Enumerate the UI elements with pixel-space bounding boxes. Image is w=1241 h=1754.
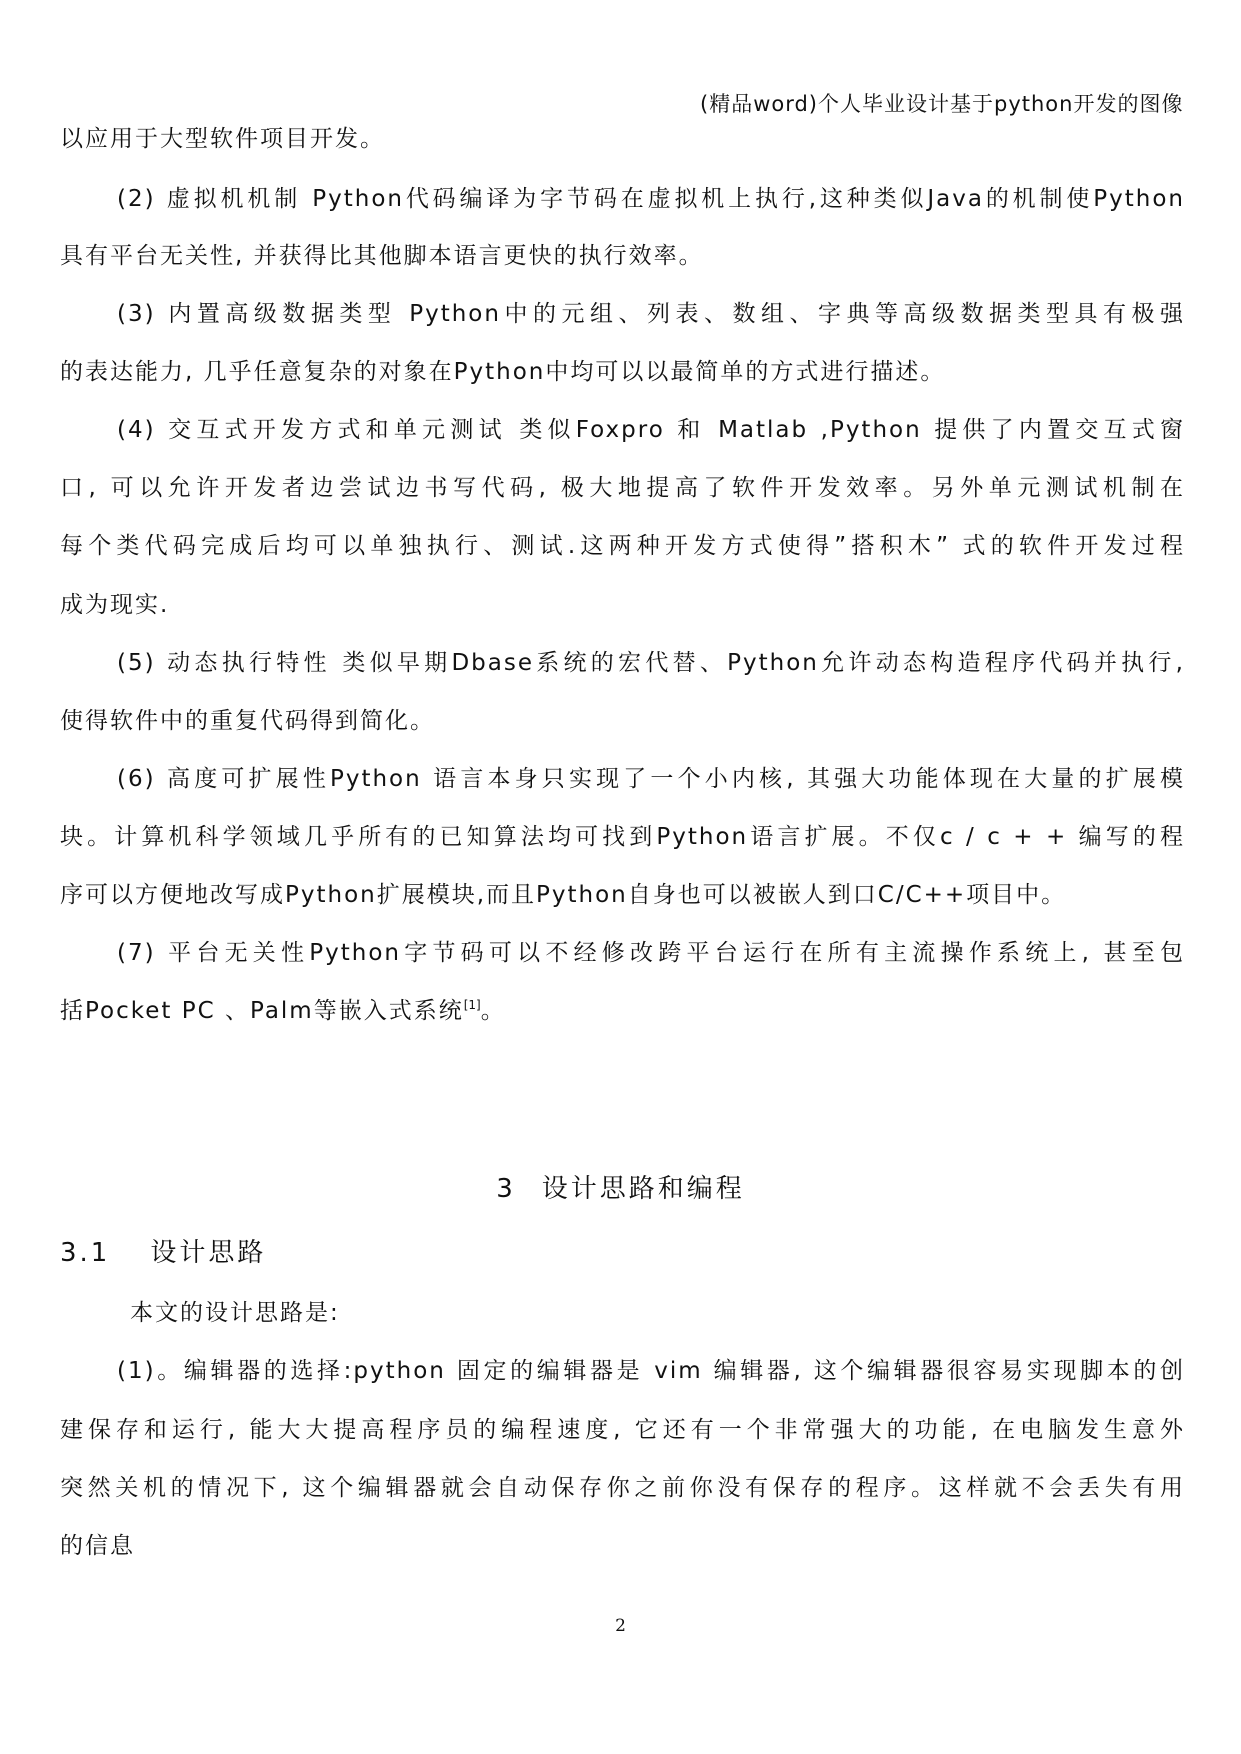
paragraph-line: 块。计算机科学领域几乎所有的已知算法均可找到Python语言扩展。不仅c / c + + 编写的程 [60, 824, 1185, 850]
paragraph-line: 口, 可以允许开发者边尝试边书写代码, 极大地提高了软件开发效率。另外单元测试机制在 [60, 475, 1185, 501]
paragraph-line: 成为现实. [60, 592, 170, 618]
paragraph-line [60, 992, 1185, 1025]
section-heading [60, 1232, 266, 1269]
chapter-number: 3 [496, 1174, 516, 1204]
paragraph-line: 序可以方便地改写成Python扩展模块,而且Python自身也可以被嵌人到口C/C++项目中。 [60, 882, 1067, 908]
paragraph-line: 的表达能力, 几乎任意复杂的对象在Python中均可以以最简单的方式进行描述。 [60, 359, 946, 385]
paragraph-line: 具有平台无关性, 并获得比其他脚本语言更快的执行效率。 [60, 243, 704, 269]
section-number: 3.1 [60, 1238, 111, 1268]
paragraph-line: (4) 交互式开发方式和单元测试 类似Foxpro 和 Matlab ,Python 提供了内置交互式窗 [117, 417, 1185, 443]
paragraph-text: 括Pocket PC 、Palm等嵌入式系统 [60, 998, 464, 1024]
paragraph-line: 建保存和运行, 能大大提高程序员的编程速度, 它还有一个非常强大的功能, 在电脑发生意外 [60, 1417, 1185, 1443]
paragraph-line: (7) 平台无关性Python字节码可以不经修改跨平台运行在所有主流操作系统上, 甚至包 [117, 940, 1185, 966]
section-title: 设计思路 [150, 1238, 267, 1268]
paragraph-line: 每个类代码完成后均可以单独执行、测试.这两种开发方式使得”搭积木” 式的软件开发过程 [60, 533, 1186, 559]
paragraph-line: (2) 虚拟机机制 Python代码编译为字节码在虚拟机上执行,这种类似Java的机制使Python [117, 186, 1185, 212]
paragraph-line: (6) 高度可扩展性Python 语言本身只实现了一个小内核, 其强大功能体现在大量的扩展模 [117, 766, 1185, 792]
paragraph-line: 以应用于大型软件项目开发。 [60, 126, 385, 152]
citation-marker: [1] [463, 998, 481, 1012]
paragraph-line: (1)。编辑器的选择:python 固定的编辑器是 vim 编辑器, 这个编辑器很容易实现脚本的创 [117, 1358, 1185, 1384]
paragraph-line: 的信息 [60, 1533, 135, 1559]
paragraph-line: 突然关机的情况下, 这个编辑器就会自动保存你之前你没有保存的程序。这样就不会丢失有用 [60, 1475, 1185, 1501]
paragraph-line: 本文的设计思路是: [130, 1300, 340, 1326]
paragraph-line: (5) 动态执行特性 类似早期Dbase系统的宏代替、Python允许动态构造程序代码并执行, [117, 650, 1185, 676]
running-header: (精品word)个人毕业设计基于python开发的图像 [700, 92, 1184, 116]
paragraph-line: (3) 内置高级数据类型 Python中的元组、列表、数组、字典等高级数据类型具有极强 [117, 301, 1185, 327]
paragraph-line: 使得软件中的重复代码得到简化。 [60, 708, 435, 734]
chapter-title: 设计思路和编程 [541, 1174, 745, 1204]
page-number: 2 [615, 1616, 626, 1636]
paragraph-text: 。 [480, 998, 506, 1024]
chapter-heading [0, 1168, 1241, 1205]
